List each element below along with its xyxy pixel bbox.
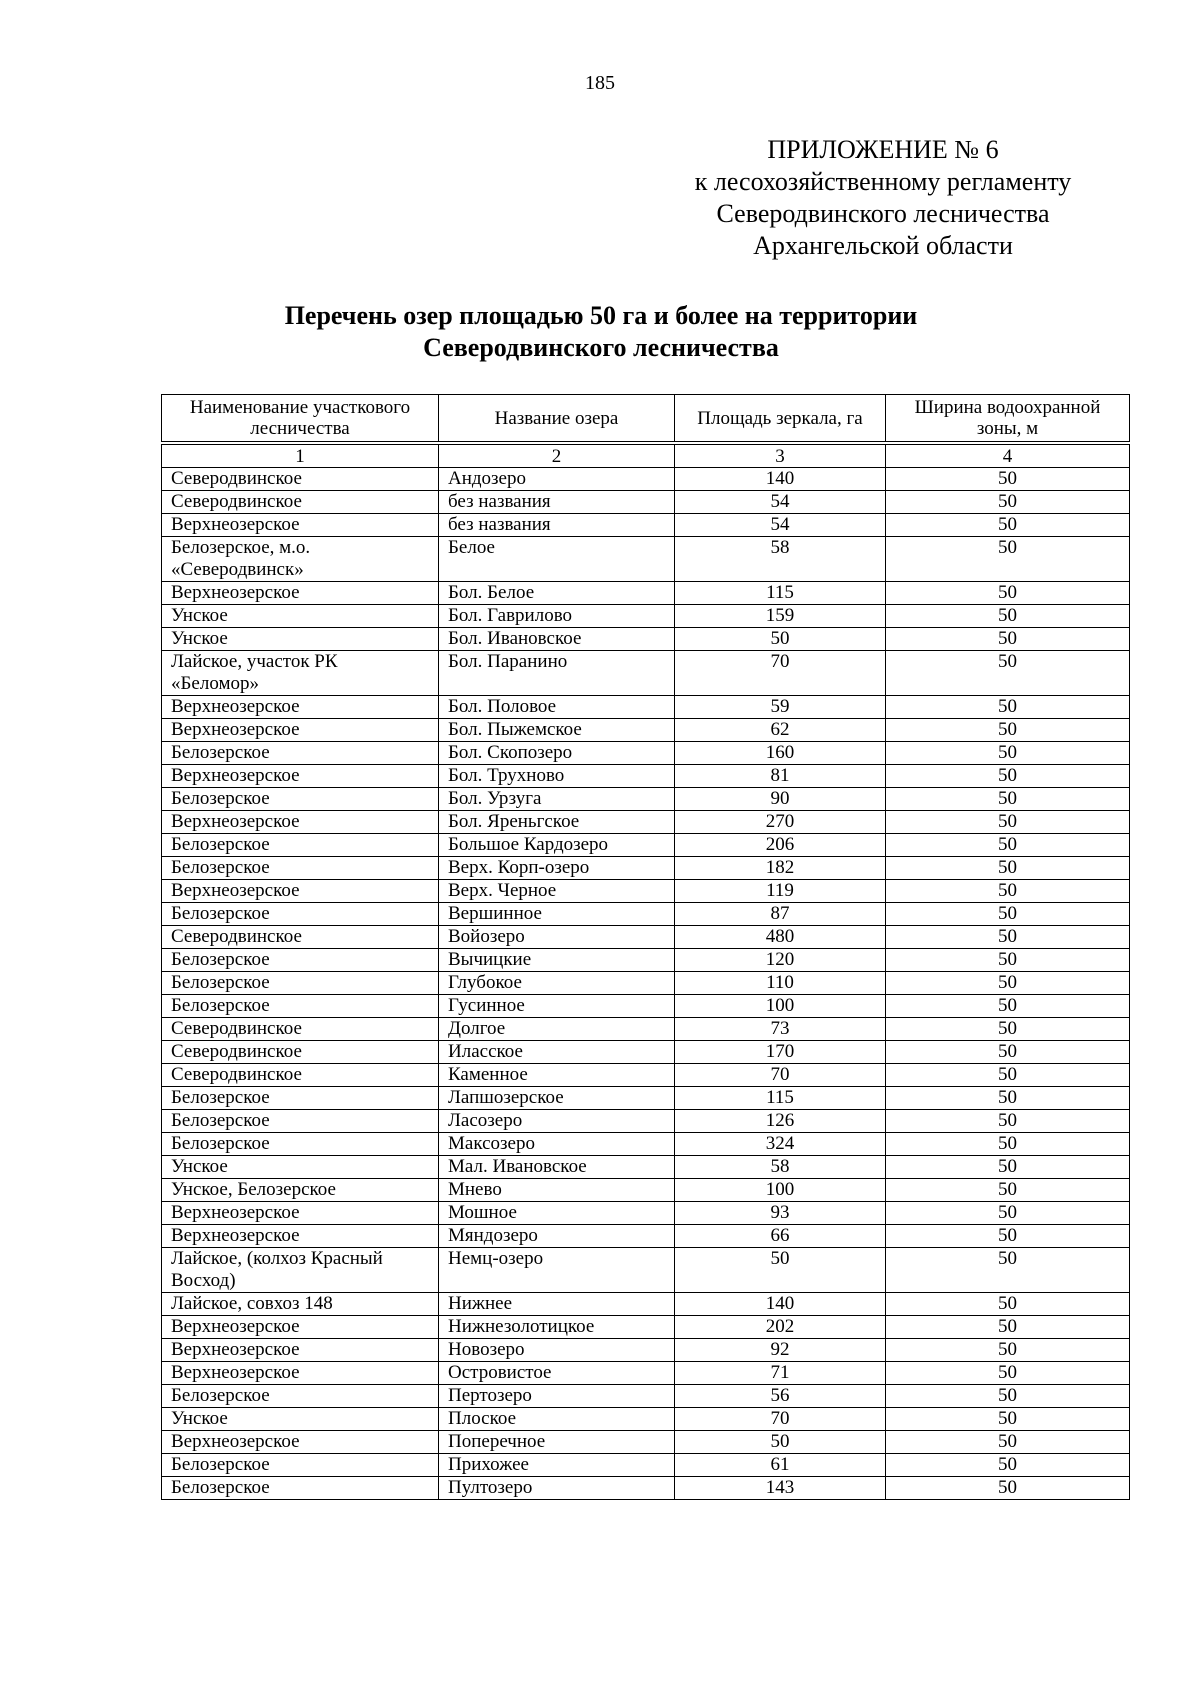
cell-area: 50 [675,628,886,651]
cell-area: 62 [675,719,886,742]
cell-forestry: Северодвинское [162,926,439,949]
title-line: Перечень озер площадью 50 га и более на территории [284,301,918,330]
cell-forestry: Верхнеозерское [162,1362,439,1385]
cell-area: 56 [675,1385,886,1408]
cell-area: 126 [675,1110,886,1133]
cell-area: 480 [675,926,886,949]
cell-forestry: Белозерское [162,1385,439,1408]
cell-area: 159 [675,605,886,628]
cell-area: 170 [675,1041,886,1064]
cell-zone-width: 50 [886,811,1130,834]
cell-lake-name: Прихожее [439,1454,675,1477]
cell-zone-width: 50 [886,1293,1130,1316]
cell-area: 90 [675,788,886,811]
cell-zone-width: 50 [886,1408,1130,1431]
table-row [162,491,1130,514]
cell-area: 182 [675,857,886,880]
cell-lake-name: Поперечное [439,1431,675,1454]
cell-forestry: Унское [162,628,439,651]
cell-forestry: Лайское, участок РК «Беломор» [162,651,439,696]
cell-forestry: Унское [162,605,439,628]
cell-forestry: Верхнеозерское [162,514,439,537]
cell-lake-name: Верх. Черное [439,880,675,903]
cell-lake-name: Каменное [439,1064,675,1087]
cell-forestry: Белозерское [162,788,439,811]
appendix-line: ПРИЛОЖЕНИЕ № 6 [767,135,999,164]
cell-lake-name: без названия [439,514,675,537]
cell-forestry: Северодвинское [162,491,439,514]
table-row [162,1385,1130,1408]
header-lake-name: Название озера [439,395,675,444]
column-number: 4 [886,443,1130,468]
cell-forestry: Унское [162,1408,439,1431]
cell-forestry: Белозерское [162,1110,439,1133]
table-row [162,926,1130,949]
cell-lake-name: Мнево [439,1179,675,1202]
cell-forestry: Унское [162,1156,439,1179]
cell-lake-name: Бол. Ивановское [439,628,675,651]
table-row [162,719,1130,742]
cell-forestry: Верхнеозерское [162,719,439,742]
cell-zone-width: 50 [886,1110,1130,1133]
table-row [162,605,1130,628]
table-row [162,1477,1130,1500]
cell-area: 50 [675,1248,886,1293]
cell-lake-name: Бол. Гаврилово [439,605,675,628]
table-row [162,857,1130,880]
document-title [240,300,962,364]
cell-lake-name: Глубокое [439,972,675,995]
cell-zone-width: 50 [886,1316,1130,1339]
cell-lake-name: Вычицкие [439,949,675,972]
cell-zone-width: 50 [886,949,1130,972]
column-number: 3 [675,443,886,468]
cell-forestry: Верхнеозерское [162,1202,439,1225]
table-row [162,1293,1130,1316]
cell-area: 81 [675,765,886,788]
cell-forestry: Верхнеозерское [162,765,439,788]
cell-area: 202 [675,1316,886,1339]
cell-area: 71 [675,1362,886,1385]
cell-zone-width: 50 [886,514,1130,537]
cell-forestry: Белозерское [162,742,439,765]
cell-zone-width: 50 [886,1087,1130,1110]
table-row [162,972,1130,995]
cell-lake-name: Долгое [439,1018,675,1041]
cell-lake-name: Бол. Скопозеро [439,742,675,765]
table-row [162,1225,1130,1248]
cell-lake-name: Войозеро [439,926,675,949]
header-area: Площадь зеркала, га [675,395,886,444]
table-row [162,651,1130,696]
table-row [162,1248,1130,1293]
column-number: 2 [439,443,675,468]
cell-area: 70 [675,1064,886,1087]
table-row [162,1133,1130,1156]
cell-lake-name: Верх. Корп-озеро [439,857,675,880]
title-line: Северодвинского лесничества [423,333,779,362]
cell-zone-width: 50 [886,1018,1130,1041]
cell-lake-name: Бол. Белое [439,582,675,605]
cell-lake-name: Гусинное [439,995,675,1018]
appendix-line: Архангельской области [753,231,1013,260]
table-row [162,788,1130,811]
cell-lake-name: Бол. Половое [439,696,675,719]
cell-forestry: Северодвинское [162,1018,439,1041]
cell-zone-width: 50 [886,628,1130,651]
table-row [162,1110,1130,1133]
cell-area: 115 [675,582,886,605]
cell-forestry: Верхнеозерское [162,1431,439,1454]
cell-forestry: Северодвинское [162,1041,439,1064]
table-row [162,811,1130,834]
cell-forestry: Верхнеозерское [162,811,439,834]
cell-area: 93 [675,1202,886,1225]
cell-area: 120 [675,949,886,972]
table-row [162,582,1130,605]
cell-zone-width: 50 [886,765,1130,788]
table-row [162,995,1130,1018]
cell-lake-name: Нижнее [439,1293,675,1316]
cell-zone-width: 50 [886,1477,1130,1500]
table-row [162,1041,1130,1064]
cell-lake-name: Нижнезолотицкое [439,1316,675,1339]
cell-zone-width: 50 [886,1156,1130,1179]
cell-area: 140 [675,468,886,491]
cell-forestry: Белозерское [162,857,439,880]
cell-forestry: Верхнеозерское [162,1316,439,1339]
cell-zone-width: 50 [886,605,1130,628]
cell-zone-width: 50 [886,834,1130,857]
cell-zone-width: 50 [886,788,1130,811]
cell-area: 50 [675,1431,886,1454]
lakes-table [161,394,1130,1500]
cell-forestry: Верхнеозерское [162,696,439,719]
cell-forestry: Белозерское [162,1087,439,1110]
cell-area: 140 [675,1293,886,1316]
cell-zone-width: 50 [886,1454,1130,1477]
cell-zone-width: 50 [886,1064,1130,1087]
cell-forestry: Северодвинское [162,468,439,491]
header-zone-width: Ширина водоохранной зоны, м [886,395,1130,444]
cell-area: 115 [675,1087,886,1110]
table-row [162,1362,1130,1385]
table-row [162,468,1130,491]
table-row [162,1408,1130,1431]
cell-area: 206 [675,834,886,857]
cell-area: 119 [675,880,886,903]
table-row [162,765,1130,788]
appendix-header [663,134,1103,262]
cell-zone-width: 50 [886,742,1130,765]
table-row [162,1339,1130,1362]
appendix-line: к лесохозяйственному регламенту [694,167,1072,196]
cell-area: 58 [675,1156,886,1179]
table-row [162,742,1130,765]
cell-lake-name: Ласозеро [439,1110,675,1133]
table-body [162,468,1130,1500]
cell-area: 110 [675,972,886,995]
cell-zone-width: 50 [886,880,1130,903]
cell-lake-name: Белое [439,537,675,582]
table-row [162,696,1130,719]
cell-forestry: Верхнеозерское [162,1225,439,1248]
table-row [162,949,1130,972]
cell-zone-width: 50 [886,1339,1130,1362]
cell-area: 87 [675,903,886,926]
cell-zone-width: 50 [886,1179,1130,1202]
cell-zone-width: 50 [886,1248,1130,1293]
cell-lake-name: Бол. Трухново [439,765,675,788]
cell-zone-width: 50 [886,1362,1130,1385]
cell-forestry: Унское, Белозерское [162,1179,439,1202]
cell-forestry: Верхнеозерское [162,880,439,903]
cell-lake-name: Большое Кардозеро [439,834,675,857]
table-row [162,1087,1130,1110]
cell-zone-width: 50 [886,1385,1130,1408]
cell-zone-width: 50 [886,582,1130,605]
cell-zone-width: 50 [886,1041,1130,1064]
cell-lake-name: Пертозеро [439,1385,675,1408]
cell-lake-name: Плоское [439,1408,675,1431]
cell-area: 160 [675,742,886,765]
cell-lake-name: Островистое [439,1362,675,1385]
cell-lake-name: Новозеро [439,1339,675,1362]
cell-zone-width: 50 [886,995,1130,1018]
cell-area: 70 [675,651,886,696]
cell-lake-name: Максозеро [439,1133,675,1156]
table-row [162,628,1130,651]
page-number: 185 [585,72,615,94]
cell-lake-name: Иласское [439,1041,675,1064]
table-row [162,1431,1130,1454]
cell-area: 70 [675,1408,886,1431]
cell-forestry: Белозерское [162,834,439,857]
cell-forestry: Белозерское [162,1477,439,1500]
table-row [162,880,1130,903]
table-row [162,1156,1130,1179]
cell-lake-name: Мал. Ивановское [439,1156,675,1179]
table-row [162,834,1130,857]
table-row [162,1179,1130,1202]
cell-forestry: Белозерское [162,1454,439,1477]
cell-lake-name: без названия [439,491,675,514]
cell-area: 54 [675,514,886,537]
cell-lake-name: Бол. Паранино [439,651,675,696]
cell-forestry: Белозерское [162,972,439,995]
cell-area: 73 [675,1018,886,1041]
cell-forestry: Белозерское [162,1133,439,1156]
table-row [162,1064,1130,1087]
column-number-row [162,443,1130,468]
cell-lake-name: Мяндозеро [439,1225,675,1248]
cell-lake-name: Лапшозерское [439,1087,675,1110]
cell-zone-width: 50 [886,857,1130,880]
cell-zone-width: 50 [886,468,1130,491]
cell-forestry: Белозерское, м.о. «Северодвинск» [162,537,439,582]
cell-lake-name: Бол. Яреньгское [439,811,675,834]
cell-area: 324 [675,1133,886,1156]
cell-area: 92 [675,1339,886,1362]
cell-zone-width: 50 [886,537,1130,582]
cell-zone-width: 50 [886,1431,1130,1454]
cell-lake-name: Вершинное [439,903,675,926]
cell-zone-width: 50 [886,491,1130,514]
cell-area: 100 [675,1179,886,1202]
table-header-row [162,395,1130,444]
cell-lake-name: Пултозеро [439,1477,675,1500]
appendix-line: Северодвинского лесничества [716,199,1050,228]
cell-zone-width: 50 [886,1225,1130,1248]
table-row [162,1316,1130,1339]
cell-forestry: Северодвинское [162,1064,439,1087]
cell-zone-width: 50 [886,926,1130,949]
header-forestry: Наименование участкового лесничества [162,395,439,444]
table-row [162,1018,1130,1041]
table-row [162,514,1130,537]
cell-forestry: Белозерское [162,949,439,972]
cell-lake-name: Бол. Пыжемское [439,719,675,742]
cell-area: 58 [675,537,886,582]
cell-area: 61 [675,1454,886,1477]
cell-forestry: Лайское, (колхоз Красный Восход) [162,1248,439,1293]
cell-forestry: Белозерское [162,903,439,926]
table-row [162,903,1130,926]
cell-forestry: Лайское, совхоз 148 [162,1293,439,1316]
cell-area: 100 [675,995,886,1018]
cell-forestry: Верхнеозерское [162,582,439,605]
cell-lake-name: Андозеро [439,468,675,491]
cell-lake-name: Немц-озеро [439,1248,675,1293]
cell-area: 59 [675,696,886,719]
cell-zone-width: 50 [886,972,1130,995]
table-row [162,1202,1130,1225]
cell-forestry: Верхнеозерское [162,1339,439,1362]
cell-lake-name: Мошное [439,1202,675,1225]
cell-area: 66 [675,1225,886,1248]
cell-lake-name: Бол. Урзуга [439,788,675,811]
table-row [162,537,1130,582]
column-number: 1 [162,443,439,468]
cell-zone-width: 50 [886,1202,1130,1225]
cell-zone-width: 50 [886,903,1130,926]
cell-zone-width: 50 [886,719,1130,742]
cell-forestry: Белозерское [162,995,439,1018]
cell-zone-width: 50 [886,1133,1130,1156]
cell-area: 143 [675,1477,886,1500]
cell-area: 270 [675,811,886,834]
cell-zone-width: 50 [886,696,1130,719]
cell-area: 54 [675,491,886,514]
cell-zone-width: 50 [886,651,1130,696]
table-row [162,1454,1130,1477]
